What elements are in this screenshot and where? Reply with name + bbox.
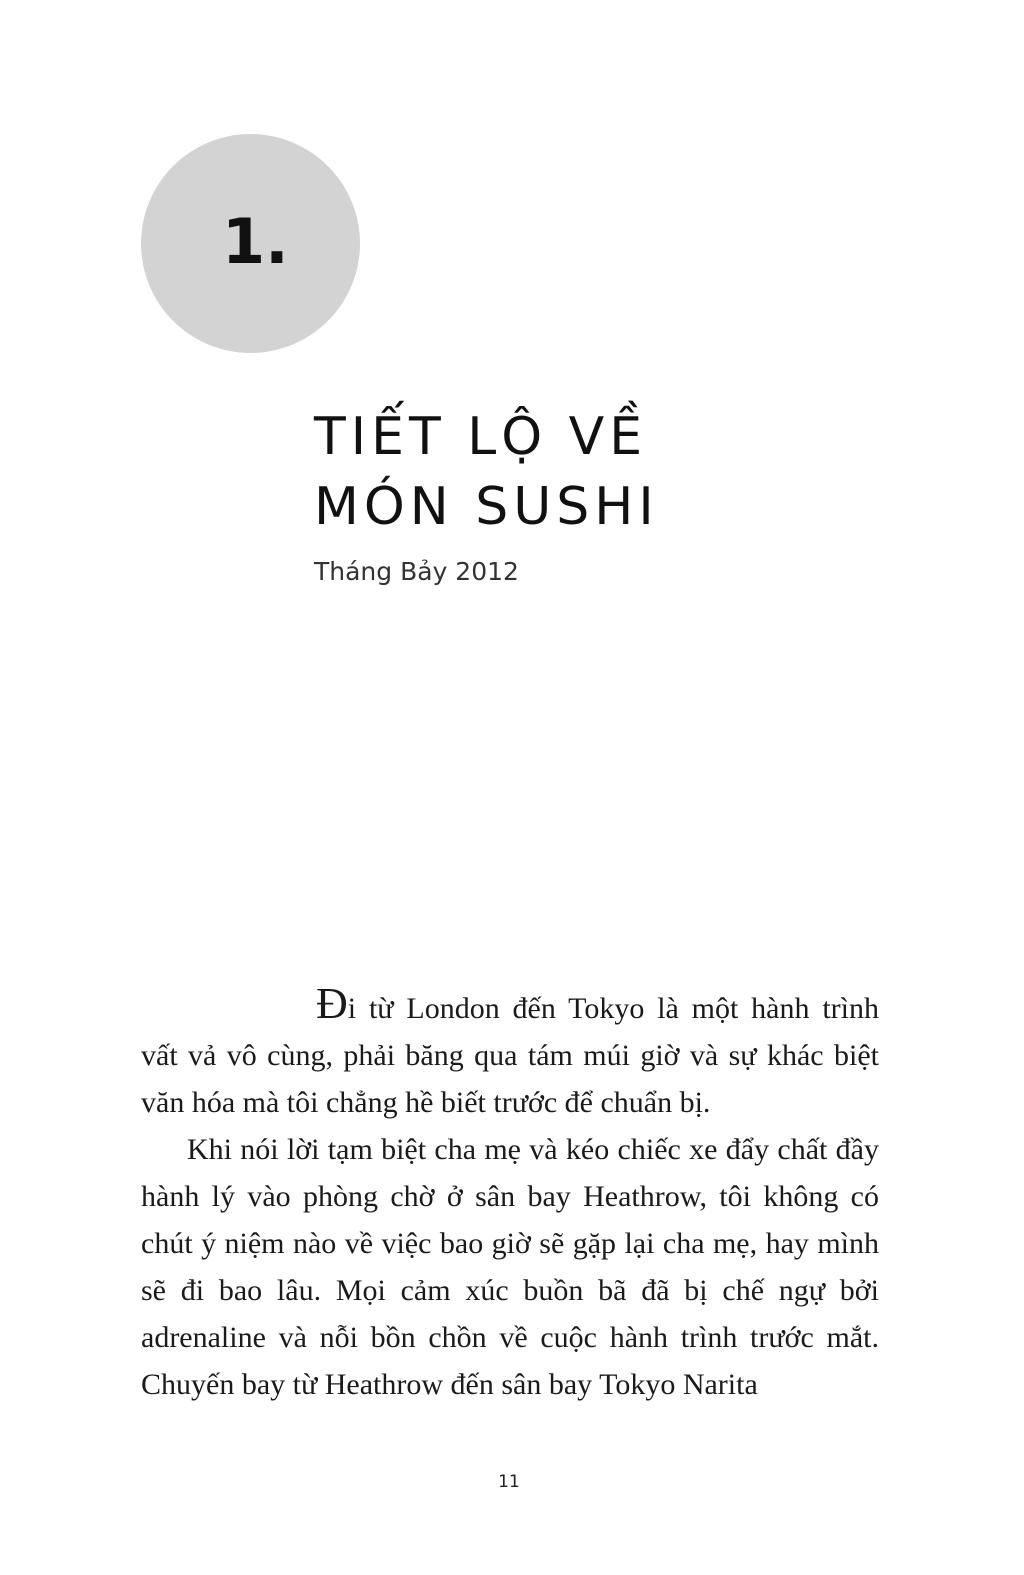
chapter-title-line-2: MÓN SUSHI [314, 477, 659, 537]
page-number: 11 [498, 1472, 520, 1492]
chapter-title [314, 402, 659, 542]
first-letter: Đ [316, 979, 348, 1028]
body-text [141, 979, 879, 1408]
chapter-date: Tháng Bảy 2012 [314, 557, 519, 586]
paragraph-1 [141, 979, 879, 1126]
paragraph-1-text: i từ London đến Tokyo là một hành trình vất vả vô cùng, phải băng qua tám múi giờ và sự khác biệt văn hóa mà tôi chẳng hề biết trước để chuẩn bị. [141, 992, 879, 1119]
paragraph-2: Khi nói lời tạm biệt cha mẹ và kéo chiếc xe đẩy chất đầy hành lý vào phòng chờ ở sân bay Heathrow, tôi không có chút ý niệm nào về việc bao giờ sẽ gặp lại cha mẹ, hay mình sẽ đi bao lâu. Mọi cảm xúc buồn bã đã bị chế ngự bởi adrenaline và nỗi bồn chồn về cuộc hành trình trước mắt. Chuyến bay từ Heathrow đến sân bay Tokyo Narita [141, 1133, 879, 1401]
chapter-title-line-1: TIẾT LỘ VỀ [314, 407, 648, 467]
chapter-number: 1. [222, 205, 289, 278]
